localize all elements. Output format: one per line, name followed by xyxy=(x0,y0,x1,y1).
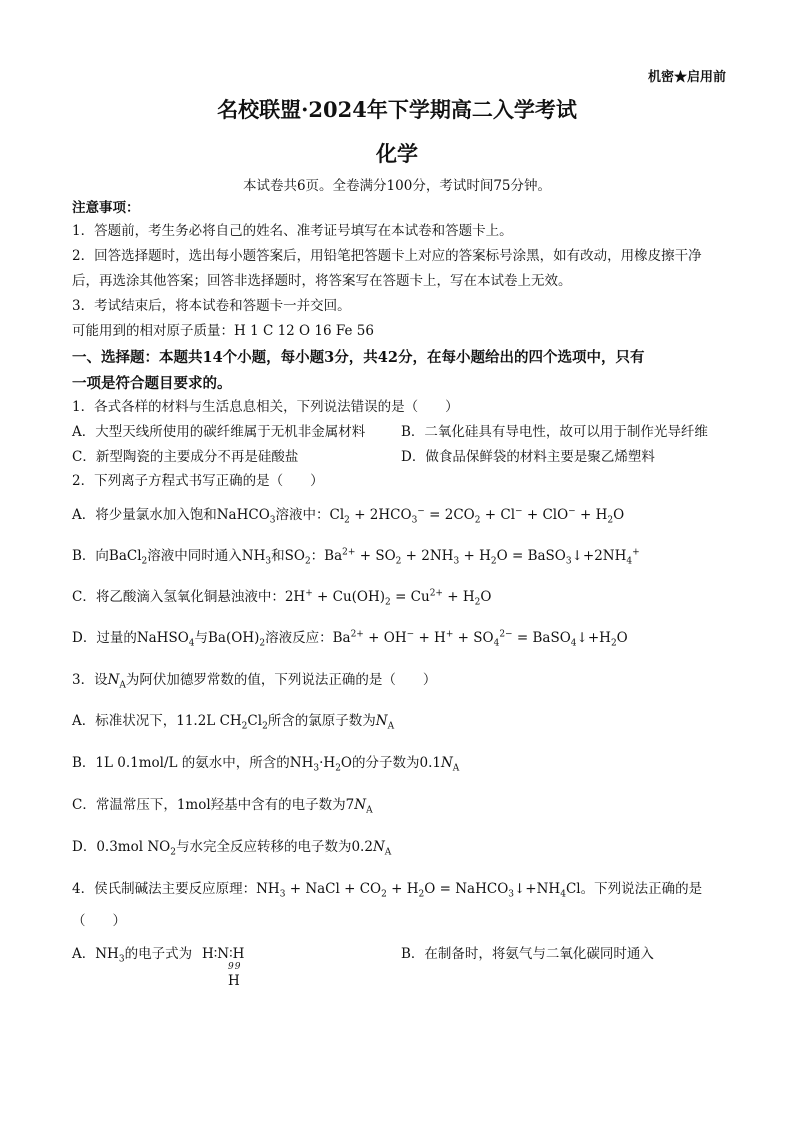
exam-title: 名校联盟·2024年下学期高二入学考试 xyxy=(217,97,577,122)
section-heading-line2: 一项是符合题目要求的。 xyxy=(72,375,232,392)
note-3: 3．考试结束后，将本试卷和答题卡一并交回。 xyxy=(72,298,351,314)
q2-stem: 2．下列离子方程式书写正确的是（ ） xyxy=(72,473,324,489)
q2-option-c: C．将乙酸滴入氢氧化铜悬浊液中：$2H^+ + Cu(OH)_2 = Cu^{2+} + H_2O$ xyxy=(72,588,492,608)
q4-electron-formula: H∶N∶H xyxy=(202,946,245,962)
q4-option-b: B．在制备时，将氨气与二氧化碳同时通入 xyxy=(401,946,654,962)
q3-option-a: A．标准状况下，11.2L $CH_2Cl_2$所含的氯原子数为$N_A$ xyxy=(72,713,395,732)
q2-option-a: A．将少量氯水加入饱和NaHCO$_3$溶液中：$Cl_2 + 2HCO_3^- = 2CO_2 + Cl^- + ClO^- + H_2O$ xyxy=(72,506,625,526)
q1-option-d: D．做食品保鲜袋的材料主要是聚乙烯塑料 xyxy=(401,449,655,465)
q1-option-b: B．二氧化硅具有导电性，故可以用于制作光导纤维 xyxy=(401,424,708,440)
q2-option-b: B．向BaCl$_2$溶液中同时通入$NH_3$和$SO_2$：$Ba^{2+} + SO_2 + 2NH_3 + H_2O$ = $BaSO_3↓+2NH_4^+$ xyxy=(72,547,640,567)
note-2-line1: 2．回答选择题时，选出每小题答案后，用铅笔把答题卡上对应的答案标号涂黑，如有改动，用橡皮擦干净 xyxy=(72,248,702,264)
q3-option-c: C．常温常压下，1mol羟基中含有的电子数为$7N_A$ xyxy=(72,797,373,816)
q4-electron-formula-h: H xyxy=(228,973,240,989)
subject-title: 化学 xyxy=(376,141,418,166)
q4-stem: 4．侯氏制碱法主要反应原理：$NH_3$ + NaCl + $CO_2 + H_2O$ = $NaHCO_3↓+NH_4Cl$。下列说法正确的是 xyxy=(72,881,703,900)
q3-stem: 3．设$N_A$为阿伏加德罗常数的值，下列说法正确的是（ ） xyxy=(72,672,437,691)
q1-option-a: A．大型天线所使用的碳纤维属于无机非金属材料 xyxy=(72,424,366,440)
atomic-masses: 可能用到的相对原子质量：H 1 C 12 O 16 Fe 56 xyxy=(72,323,374,339)
note-2-line2: 后，再选涂其他答案；回答非选择题时，将答案写在答题卡上，写在本试卷上无效。 xyxy=(72,273,572,289)
q4-lone-pair-dots: 99 xyxy=(228,962,242,972)
confidential-mark: 机密★启用前 xyxy=(647,70,726,85)
exam-info: 本试卷共6页。全卷满分100分，考试时间75分钟。 xyxy=(242,178,552,194)
q4-answer-paren: （ ） xyxy=(72,913,126,929)
note-1: 1．答题前，考生务必将自己的姓名、准考证号填写在本试卷和答题卡上。 xyxy=(72,223,513,239)
q2-option-d: D．过量的NaHSO$_4$与$Ba(OH)_2$溶液反应：$Ba^{2+} + OH^- + H^+ + SO_4^{2-}$ = $BaSO_4↓+H_2O$ xyxy=(72,629,628,649)
q1-stem: 1．各式各样的材料与生活息息相关，下列说法错误的是（ ） xyxy=(72,399,459,415)
q3-option-d: D．0.3mol $NO_2$与水完全反应转移的电子数为$0.2N_A$ xyxy=(72,839,392,858)
section-heading-line1: 一、选择题：本题共14个小题，每小题3分，共42分，在每小题给出的四个选项中，只有 xyxy=(72,349,645,366)
notes-heading: 注意事项： xyxy=(72,200,140,216)
q3-option-b: B．1L 0.1mol/L 的氨水中，所含的$NH_3\cdot H_2O$的分子数为$0.1N_A$ xyxy=(72,755,460,774)
q1-option-c: C．新型陶瓷的主要成分不再是硅酸盐 xyxy=(72,449,299,465)
q4-option-a: A．$NH_3$的电子式为 xyxy=(72,946,193,965)
